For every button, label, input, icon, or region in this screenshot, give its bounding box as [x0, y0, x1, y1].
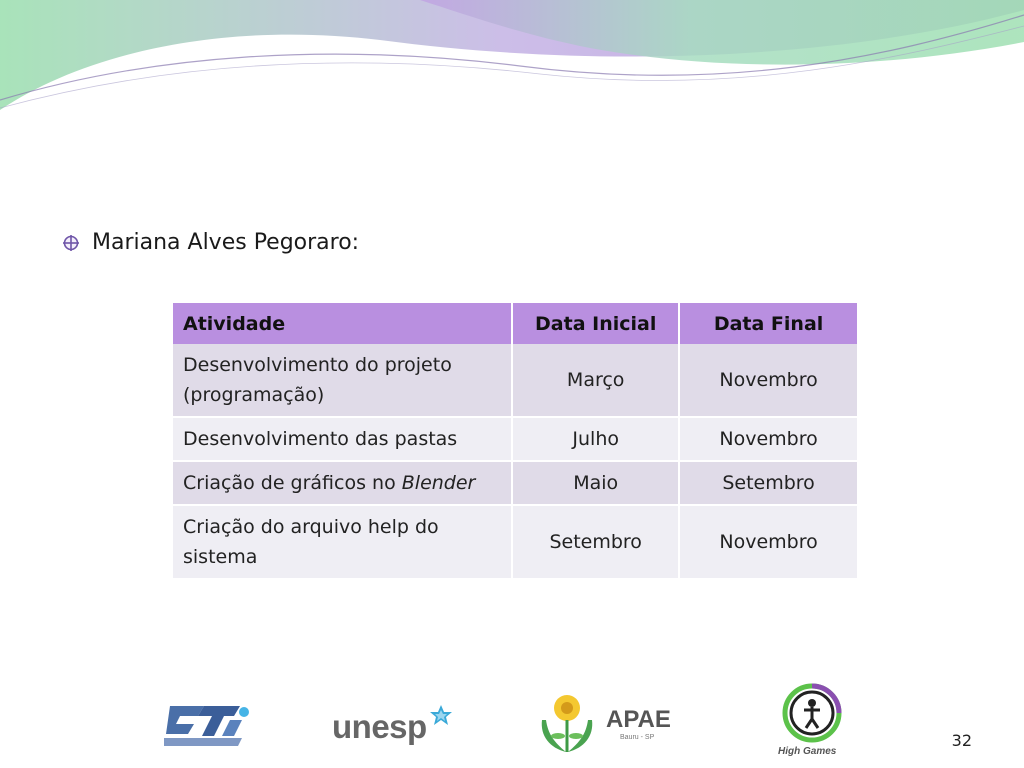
unesp-logo	[332, 704, 457, 748]
end-date-cell: Novembro	[679, 505, 857, 578]
apae-logo-text: APAE	[606, 706, 671, 733]
end-date-cell: Setembro	[679, 461, 857, 505]
table-row	[173, 344, 857, 417]
footer-logos	[0, 602, 1024, 768]
table-row	[173, 461, 857, 505]
start-date-cell: Março	[512, 344, 679, 417]
unesp-logo-text: unesp	[332, 708, 427, 745]
start-date-cell: Julho	[512, 417, 679, 461]
activity-schedule-table	[173, 303, 857, 578]
cti-logo	[64, 602, 250, 752]
end-date-cell: Novembro	[679, 417, 857, 461]
high-games-emblem-icon	[781, 682, 843, 744]
activity-text: Criação de gráficos no	[183, 472, 402, 494]
header-data-inicial: Data Inicial	[512, 303, 679, 344]
apae-location-text: Bauru - SP	[620, 734, 655, 741]
header-swoosh-decoration	[0, 0, 1024, 130]
start-date-cell: Setembro	[512, 505, 679, 578]
activity-cell	[173, 461, 512, 505]
activity-cell: Desenvolvimento das pastas	[173, 417, 512, 461]
cti-logo-text: CTI	[64, 602, 66, 603]
activity-emphasis: Blender	[401, 472, 476, 494]
high-games-logo	[776, 682, 848, 766]
header-data-final: Data Final	[679, 303, 857, 344]
end-date-cell: Novembro	[679, 344, 857, 417]
page-number: 32	[951, 731, 972, 750]
bullet-text: Mariana Alves Pegoraro:	[92, 230, 360, 255]
high-games-logo-text: High Games	[778, 746, 837, 757]
header-atividade: Atividade	[173, 303, 512, 344]
speaker-bullet	[62, 230, 359, 255]
activity-cell: Criação do arquivo help do sistema	[173, 505, 512, 578]
table-row	[173, 417, 857, 461]
unesp-star-icon	[428, 704, 454, 730]
apae-logo	[536, 690, 671, 760]
sunflower-hands-icon	[536, 690, 598, 760]
start-date-cell: Maio	[512, 461, 679, 505]
activity-cell: Desenvolvimento do projeto (programação)	[173, 344, 512, 417]
table-header-row	[173, 303, 857, 344]
table-row	[173, 505, 857, 578]
crosshair-bullet-icon	[62, 234, 80, 252]
